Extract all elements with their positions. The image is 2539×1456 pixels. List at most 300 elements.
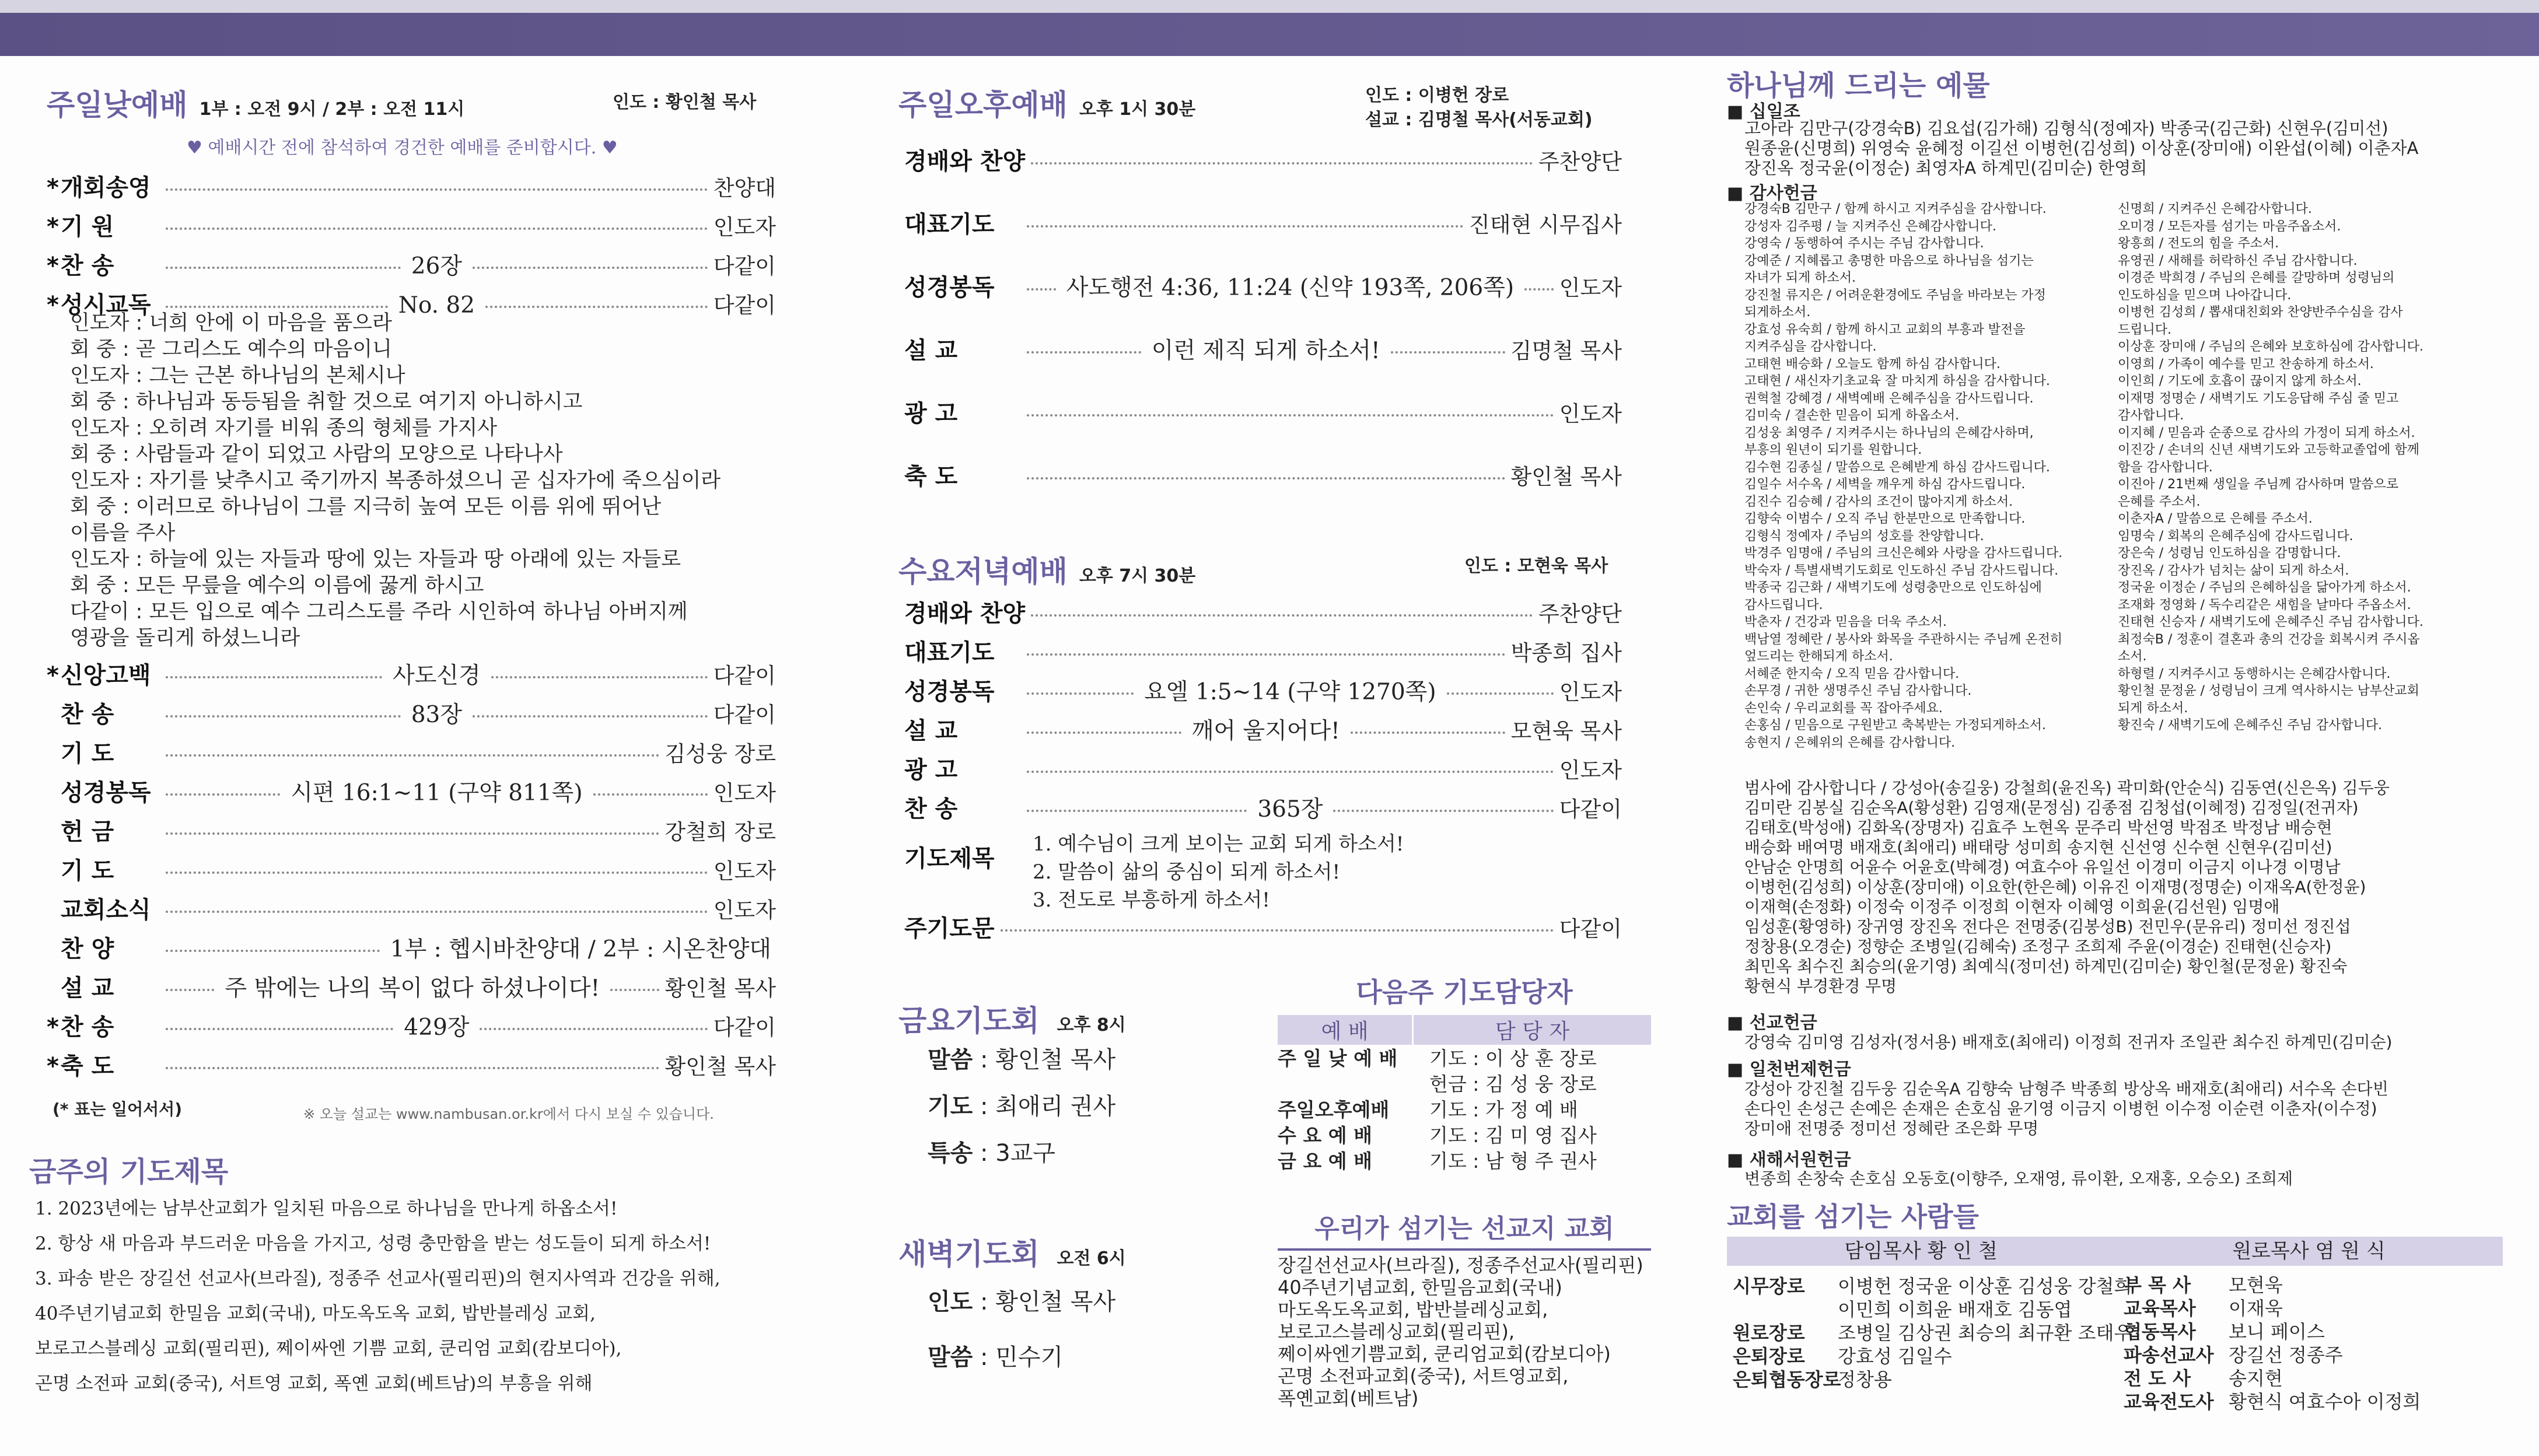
order-label: 찬 송 (61, 1014, 114, 1041)
wednesday-worship-section (893, 537, 1628, 957)
thanks-line: 서혜준 한지숙 / 오직 믿음 감사합니다. (1744, 666, 1960, 681)
order-row (904, 751, 1622, 785)
order-responsible: 다같이 (713, 293, 777, 318)
thousand-offering-line: 손다인 손성근 손예은 손재은 손호심 윤기영 이금지 이병헌 이수정 이순련 이춘자(이수정) (1744, 1099, 2377, 1118)
thanks-line: 송현지 / 은혜위의 은혜를 감사합니다. (1744, 735, 1956, 750)
thanks-line: 강성자 김주평 / 늘 지켜주신 은혜감사합니다. (1744, 219, 1996, 234)
staff-role: 원로장로 (1733, 1322, 1805, 1344)
schedule-value: 민수기 (995, 1344, 1064, 1371)
order-detail: No. 82 (398, 292, 475, 318)
order-responsible: 김명철 목사 (1510, 338, 1622, 363)
morning-time: 1부 : 오전 9시 / 2부 : 오전 11시 (199, 99, 465, 120)
staff-role: 시무장로 (1733, 1275, 1805, 1297)
separator: : (973, 1140, 996, 1167)
dot-leader (1027, 351, 1141, 354)
thanks-line: 이경준 박희경 / 주님의 은혜를 갈망하며 성령님의 (2118, 271, 2395, 285)
order-responsible: 주찬양단 (1538, 601, 1622, 626)
responsive-line: 이름을 주사 (70, 522, 176, 545)
dot-leader (1351, 732, 1505, 734)
thanks-line: 권혁철 강혜경 / 새벽예배 은혜주심을 감사드립니다. (1744, 391, 2034, 406)
order-responsible: 인도자 (713, 859, 776, 884)
thanks-line: 김수현 김종실 / 말씀으로 은혜받게 하심 감사드립니다. (1744, 460, 2050, 475)
order-row (904, 458, 1622, 491)
standing-mark: * (47, 214, 59, 240)
order-row (47, 891, 776, 925)
order-row (47, 813, 776, 846)
order-label: 성경봉독 (61, 779, 151, 806)
order-label: 성경봉독 (904, 678, 995, 705)
staff-list (2124, 1270, 2421, 1413)
thanks-line: 이상훈 장미애 / 주님의 은혜와 보호하심에 감사합니다. (2118, 340, 2423, 354)
emeritus-pastor: 원로목사 염 원 식 (2232, 1240, 2386, 1263)
dot-leader (166, 872, 708, 874)
order-row (47, 970, 776, 1003)
lords-prayer-right: 다같이 (1559, 916, 1622, 942)
order-responsible: 인도자 (713, 898, 776, 923)
separator: : (973, 1289, 996, 1315)
thanks-line: 장진옥 / 감사가 넘치는 삶이 되게 하소서. (2118, 563, 2349, 578)
schedule-key: 기도 (928, 1093, 973, 1120)
order-detail: 26장 (411, 253, 463, 279)
standing-mark: * (47, 662, 59, 689)
staff-names: 송지현 (2229, 1367, 2283, 1390)
thanks-line: 강진철 류지은 / 어려운환경에도 주님을 바라보는 가정 (1744, 288, 2046, 303)
next-week-head-1: 예 배 (1278, 1015, 1412, 1045)
thanks-line: 엎드리는 한해되게 하소서. (1744, 649, 1893, 664)
mission-church-line: 곤명 소전파교회(중국), 서트영교회, (1278, 1365, 1569, 1387)
thanks-line: 손무경 / 귀한 생명주신 주님 감사합니다. (1744, 684, 1972, 698)
order-responsible: 김성웅 장로 (665, 741, 776, 766)
thanks-line: 은혜를 주소서. (2118, 494, 2201, 509)
schedule-row (928, 1041, 1115, 1074)
thanks-line: 김향숙 이범수 / 오직 주님 한분만으로 만족합니다. (1744, 512, 2026, 526)
missions-rule (1278, 1248, 1651, 1251)
responsive-line: 인도자 : 하늘에 있는 자들과 땅에 있는 자들과 땅 아래에 있는 자들로 (70, 548, 681, 571)
schedule-value: 황인철 목사 (995, 1289, 1116, 1315)
staff-names: 이병헌 정국윤 이상훈 김성웅 강철희 (1838, 1275, 2132, 1297)
order-row (904, 206, 1622, 239)
staff-role: 은퇴협동장로 (1733, 1368, 1841, 1391)
order-row (904, 332, 1622, 365)
dot-leader (1524, 288, 1554, 290)
thanks-line: 감사드립니다. (1744, 597, 1823, 612)
morning-notice: ♥ 예배시간 전에 참석하여 경건한 예배를 준비합시다. ♥ (187, 138, 618, 158)
dot-leader (1027, 414, 1554, 416)
staff-row (2124, 1317, 2421, 1343)
order-row (904, 269, 1622, 302)
staff-names: 이재욱 (2229, 1297, 2283, 1320)
dot-leader (1027, 477, 1505, 480)
thanks-line: 정국윤 이정순 / 주님의 은혜하심을 닮아가게 하소서. (2118, 580, 2411, 595)
general-thanks-line: 정창용(오경순) 정향순 조병일(김혜숙) 조정구 조희제 주윤(이경순) 진태현(신승자) (1744, 937, 2332, 956)
tithe-line: 고아라 김만구(강경숙B) 김요섭(김가해) 김형식(정예자) 박종국(김근화) 신현우(김미선) (1744, 118, 2388, 138)
general-thanks-line: 최민옥 최수진 최승의(윤기영) 최예식(정미선) 하계민(김미순) 황인철(문정윤) 황진숙 (1744, 957, 2348, 976)
staff-names: 장길선 정종주 (2229, 1344, 2343, 1366)
order-responsible: 인도자 (1559, 680, 1622, 705)
dot-leader (593, 793, 708, 796)
mission-church-line: 40주년기념교회, 한밀음교회(국내) (1278, 1276, 1562, 1298)
dot-leader (1027, 810, 1247, 812)
lords-prayer-row (904, 910, 1622, 943)
order-detail: 83장 (411, 702, 463, 728)
elders-list (1733, 1272, 2132, 1391)
order-responsible: 박종희 집사 (1510, 640, 1622, 666)
worship-name: 주일오후예배 (1278, 1098, 1390, 1121)
order-row (904, 634, 1622, 667)
mission-church-line: 폭옌교회(베트남) (1278, 1387, 1419, 1409)
prayer-topic-item: 1. 2023년에는 남부산교회가 일치된 마음으로 하나님을 만나게 하옵소서! (35, 1198, 618, 1219)
dot-leader (166, 188, 708, 191)
wednesday-leader: 인도 : 모현욱 목사 (1464, 556, 1608, 576)
order-row (47, 774, 776, 807)
order-detail: 시편 16:1~11 (구약 811쪽) (291, 780, 583, 806)
responsive-line: 영광을 돌리게 하셨느니라 (70, 626, 300, 650)
staff-role: 은퇴장로 (1733, 1345, 1805, 1367)
order-row (47, 657, 776, 690)
order-responsible: 인도자 (1559, 401, 1622, 426)
general-thanks-line: 김태호(박성애) 김화옥(장명자) 김효주 노현옥 문주리 박선영 박점조 박정남 배승현 (1744, 818, 2332, 837)
general-thanks-line: 안남순 안명희 어윤수 어윤호(박혜경) 여효수아 유일선 이경미 이금지 이나경 이명남 (1744, 858, 2341, 877)
dot-leader (473, 267, 708, 269)
thanks-line: 이병헌 김성희 / 뽑새대친회와 찬양반주수심을 감사 (2118, 305, 2403, 320)
next-week-title: 다음주 기도담당자 (1356, 977, 1573, 1008)
thanks-line: 오미경 / 모든자를 섬기는 마음주옵소서. (2118, 219, 2341, 234)
wednesday-topic: 3. 전도로 부흥하게 하소서! (1033, 888, 1270, 912)
order-label: 설 교 (61, 975, 114, 1002)
order-label: 기 도 (61, 740, 114, 767)
order-row (47, 696, 776, 729)
staff-row (2124, 1270, 2421, 1294)
order-row (47, 1009, 776, 1042)
dot-leader (1027, 692, 1134, 695)
afternoon-title: 주일오후예배 (898, 88, 1068, 122)
thanks-line: 김성웅 최영주 / 지켜주시는 하나님의 은혜감사하며, (1744, 425, 2034, 440)
thanks-line: 하형렬 / 지켜주시고 동행하시는 은혜감사합니다. (2118, 666, 2391, 681)
staff-names: 이민희 이희윤 배재호 김동엽 (1838, 1298, 2072, 1321)
thanks-line: 김일수 서수옥 / 세벽을 깨우게 하심 감사드립니다. (1744, 477, 2026, 492)
responsive-line: 인도자 : 그는 근본 하나님의 본체시나 (70, 364, 405, 387)
general-thanks-line: 이재혁(손정화) 이정숙 이정주 이정희 이현자 이혜영 이희윤(김선원) 임명애 (1744, 897, 2280, 916)
order-responsible: 찬양대 (713, 176, 776, 201)
sermon-online-note: ※ 오늘 설교는 www.nambusan.or.kr에서 다시 보실 수 있습니다. (303, 1106, 714, 1122)
staff-role: 협동목사 (2124, 1321, 2196, 1343)
dot-leader (166, 715, 401, 718)
order-row (904, 673, 1622, 706)
dot-leader (166, 228, 708, 230)
mission-church-line: 보로고스블레싱교회(필리핀), (1278, 1321, 1515, 1343)
staff-names: 정창용 (1838, 1368, 1892, 1391)
general-thanks-line: 이병헌(김성희) 이상훈(장미애) 이요한(한은혜) 이유진 이재명(정명순) 이재옥A(한정윤) (1744, 877, 2366, 897)
prayer-topic-item: 곤명 소전파 교회(중국), 서트영 교회, 폭옌 교회(베트남)의 부흥을 위해 (35, 1373, 593, 1394)
staff-row (1733, 1342, 2132, 1365)
thanks-line: 이인희 / 기도에 호흡이 끊이지 않게 하소서. (2118, 374, 2362, 388)
thanks-line: 진태현 신승자 / 새벽기도에 은혜주신 주님 감사합니다. (2118, 615, 2423, 629)
afternoon-time: 오후 1시 30분 (1079, 99, 1196, 120)
order-label: 신앙고백 (61, 662, 151, 689)
dot-leader (1027, 225, 1463, 228)
standing-mark: * (47, 1053, 59, 1080)
order-label: 찬 송 (61, 701, 114, 728)
order-responsible: 다같이 (713, 254, 777, 279)
thanks-line: 이지혜 / 믿음과 순종으로 감사의 가정이 되게 하소서. (2118, 425, 2415, 440)
order-label: 설 교 (904, 718, 958, 744)
wednesday-topic: 2. 말씀이 삶의 중심이 되게 하소서! (1033, 860, 1341, 884)
responsive-line: 회 중 : 하나님과 동등됨을 취할 것으로 여기지 아니하시고 (70, 390, 583, 414)
thanks-line: 강영숙 / 동행하여 주시는 주님 감사합니다. (1744, 236, 1984, 251)
staff-role: 교육목사 (2124, 1297, 2196, 1320)
thanks-line: 강경숙B 김만구 / 함께 하시고 지켜주심을 감사합니다. (1744, 202, 2047, 216)
order-label: 경배와 찬양 (904, 148, 1026, 175)
order-row (47, 1048, 776, 1081)
separator: : (973, 1046, 996, 1073)
staff-role: 전 도 사 (2124, 1367, 2191, 1390)
order-row (904, 712, 1622, 746)
staff-row (2124, 1364, 2421, 1390)
responsive-line: 인도자 : 오히려 자기를 비워 종의 형체를 가지사 (70, 416, 498, 440)
staff-role (1733, 1295, 1838, 1318)
thanks-line: 감사합니다. (2118, 408, 2184, 423)
wednesday-title: 수요저녁예배 (898, 555, 1068, 589)
order-row (904, 595, 1622, 628)
order-label: 광 고 (904, 400, 958, 427)
wednesday-topics-label: 기도제목 (904, 845, 995, 872)
friday-title: 금요기도회 (898, 1004, 1040, 1038)
standing-mark: * (47, 253, 59, 279)
staff-role: 파송선교사 (2124, 1344, 2214, 1366)
dot-leader (1027, 288, 1056, 290)
dot-leader (166, 306, 388, 308)
schedule-key: 말씀 (928, 1046, 973, 1073)
morning-worship-section (35, 70, 788, 1132)
servants-title: 교회를 섬기는 사람들 (1727, 1201, 1979, 1233)
thanks-line: 되게 하소서. (2118, 701, 2188, 716)
mission-church-line: 마도옥도옥교회, 밥반블레싱교회, (1278, 1298, 1548, 1321)
thousand-offering-line: 장미애 전명중 정미선 정혜란 조은화 무명 (1744, 1119, 2039, 1138)
order-responsible: 다같이 (713, 702, 777, 727)
order-row (47, 169, 776, 202)
order-responsible: 황인철 목사 (1510, 464, 1622, 489)
staff-row (2124, 1340, 2421, 1364)
thanks-line: 이진아 / 21번째 생일을 주님께 감사하며 말씀으로 (2118, 477, 2399, 492)
assignee: 헌금 : 김 성 웅 장로 (1429, 1072, 1597, 1096)
order-responsible: 황인철 목사 (665, 976, 777, 1001)
order-label: 찬 양 (61, 936, 114, 963)
staff-names: 조병일 김상권 최승의 최규환 조태우 (1838, 1322, 2132, 1344)
thanks-line: 황인철 문정윤 / 성령님이 크게 역사하시는 남부산교회 (2118, 684, 2419, 698)
order-responsible: 다같이 (1559, 797, 1622, 822)
afternoon-worship-section (893, 70, 1628, 513)
order-row (47, 735, 776, 768)
schedule-row (928, 1339, 1063, 1372)
schedule-key: 인도 (928, 1289, 973, 1315)
order-detail: 사도행전 4:36, 11:24 (신약 193쪽, 206쪽) (1066, 275, 1515, 301)
tithe-line: 원종윤(신명희) 위영숙 윤혜정 이길선 이병헌(김성희) 이상훈(장미애) 이완섭(이혜) 이춘자A (1744, 138, 2419, 158)
order-label: 성경봉독 (904, 274, 995, 301)
schedule-value: 최애리 권사 (995, 1093, 1116, 1120)
general-thanks-line: 임성훈(황영하) 장귀영 장진옥 전다은 전명중(김봉성B) 전민우(문유리) 정미선 정진섭 (1744, 917, 2351, 936)
thanks-line: 장은숙 / 성령님 인도하심을 감명합니다. (2118, 546, 2341, 561)
dot-leader (1027, 771, 1554, 773)
dot-leader (166, 989, 214, 991)
wednesday-time: 오후 7시 30분 (1079, 566, 1196, 586)
thanks-line: 되게하소서. (1744, 305, 1811, 320)
order-detail: 깨어 울지어다! (1191, 718, 1340, 744)
worship-name: 수 요 예 배 (1278, 1124, 1372, 1147)
top-light-band (0, 0, 2539, 13)
newyear-offering-line: 변종희 손창숙 손호심 오동호(이향주, 오재영, 류이환, 오재홍, 오승오) 조희제 (1744, 1169, 2293, 1188)
servants-section (1727, 1196, 2520, 1429)
dot-leader (1027, 653, 1505, 656)
friday-prayer-section (893, 986, 1254, 1208)
mission-offering-title: ■ 선교헌금 (1727, 1013, 1817, 1033)
schedule-key: 말씀 (928, 1344, 973, 1371)
assignee: 기도 : 이 상 훈 장로 (1429, 1046, 1597, 1070)
dot-leader (1447, 692, 1554, 695)
next-week-row (1278, 1147, 1651, 1172)
dot-leader (166, 950, 380, 952)
tithe-line: 장진옥 정국윤(이정순) 최영자A 하계민(김미순) 한영희 (1744, 158, 2148, 178)
thanks-line: 유영권 / 새해를 허락하신 주님 감사합니다. (2118, 253, 2358, 268)
responsive-line: 인도자 : 자기를 낮추시고 죽기까지 복종하셨으니 곧 십자가에 죽으심이라 (70, 469, 721, 492)
thanks-line: 이진강 / 손녀의 신년 새벽기도와 고등학교졸업에 함께 (2118, 443, 2419, 457)
thanks-line: 강예준 / 지혜롭고 총명한 마음으로 하나님을 섬기는 (1744, 253, 2034, 268)
order-detail: 429장 (404, 1014, 470, 1041)
thanks-line: 왕흥희 / 전도의 힘을 주소서. (2118, 236, 2279, 251)
thanks-line: 신명희 / 지켜주신 은혜감사합니다. (2118, 202, 2312, 216)
dot-leader (166, 1067, 659, 1069)
next-week-head-2: 담 당 자 (1412, 1015, 1651, 1045)
order-label: 성시교독 (61, 292, 151, 318)
order-responsible: 진태현 시무집사 (1469, 212, 1622, 237)
thanks-line: 조재화 정영화 / 독수리같은 새힘을 날마다 주옵소서. (2118, 597, 2411, 612)
responsive-line: 회 중 : 모든 무릎을 예수의 이름에 꿇게 하시고 (70, 574, 484, 597)
thanks-line: 자녀가 되게 하소서. (1744, 271, 1856, 285)
order-responsible: 주찬양단 (1538, 149, 1622, 174)
staff-names: 보니 페이스 (2229, 1321, 2325, 1343)
thanks-line: 지켜주심을 감사합니다. (1744, 340, 1877, 354)
missions-title: 우리가 섬기는 선교지 교회 (1314, 1214, 1614, 1244)
wednesday-topic: 1. 예수님이 크게 보이는 교회 되게 하소서! (1033, 832, 1404, 856)
schedule-row (928, 1088, 1115, 1121)
thanks-line: 박경주 임명애 / 주님의 크신은혜와 사랑을 감사드립니다. (1744, 546, 2063, 561)
thanks-line: 김미숙 / 결손한 믿음이 되게 하옵소서. (1744, 408, 1960, 423)
newyear-offering-title: ■ 새해서원헌금 (1727, 1150, 1851, 1170)
order-detail: 사도신경 (393, 663, 481, 689)
dot-leader (473, 715, 708, 718)
thanks-line: 고태현 배승화 / 오늘도 함께 하심 감사합니다. (1744, 356, 2001, 372)
general-thanks-line: 황현식 부경환경 무명 (1744, 977, 1897, 996)
offerings-title: 하나님께 드리는 예물 (1727, 69, 1990, 102)
dot-leader (491, 676, 708, 678)
separator: : (973, 1093, 996, 1120)
dot-leader (166, 911, 708, 913)
order-detail: 이런 제직 되게 하소서! (1151, 338, 1380, 364)
worship-name: 금 요 예 배 (1278, 1149, 1372, 1172)
thanks-line: 강효성 유숙희 / 함께 하시고 교회의 부흥과 발전을 (1744, 322, 2026, 337)
order-label: 헌 금 (61, 818, 114, 845)
assignee: 기도 : 남 형 주 권사 (1429, 1149, 1597, 1172)
thanks-line: 드립니다. (2118, 322, 2172, 337)
order-detail: 요엘 1:5~14 (구약 1270쪽) (1144, 679, 1436, 705)
dawn-prayer-section (893, 1219, 1254, 1418)
thanks-line: 최정숙B / 정훈이 결혼과 총의 건강을 회복시켜 주시옵 (2118, 632, 2420, 647)
standing-mark: * (47, 174, 59, 201)
order-row (904, 790, 1622, 824)
order-detail: 주 밖에는 나의 복이 없다 하셨나이다! (225, 975, 600, 1002)
staff-row (1733, 1295, 2132, 1321)
worship-name: 주 일 낮 예 배 (1278, 1046, 1398, 1070)
thanks-line: 김진수 김승혜 / 감사의 조건이 많아지게 하소서. (1744, 494, 2013, 509)
thousand-offering-line: 강성아 강진철 김두웅 김순옥A 김향숙 남형주 박종희 방상옥 배재호(최애리) 서수옥 손다빈 (1744, 1079, 2388, 1098)
prayer-topic-item: 2. 항상 새 마음과 부드러운 마음을 가지고, 성령 충만함을 받는 성도들이 되게 하소서! (35, 1233, 711, 1254)
schedule-value: 3교구 (995, 1140, 1055, 1167)
dot-leader (166, 676, 382, 678)
order-label: 대표기도 (904, 639, 995, 666)
thanks-line: 고태현 / 새신자기초교육 잘 마치게 하심을 감사합니다. (1744, 374, 2050, 388)
order-label: 축 도 (61, 1053, 114, 1080)
dot-leader (485, 306, 708, 308)
thanks-title: ■ 감사헌금 (1727, 183, 1817, 204)
dot-leader (480, 1028, 707, 1030)
mission-church-line: 쩨이싸엔기쁨교회, 쿤리엄교회(캄보디아) (1278, 1343, 1611, 1365)
thanks-line: 이춘자A / 말씀으로 은혜를 주소서. (2118, 512, 2313, 526)
thanks-line: 박종국 김근화 / 새벽기도에 성령충만으로 인도하심에 (1744, 580, 2042, 595)
prayer-topics-section (29, 1149, 788, 1418)
thanks-line: 손홍심 / 믿음으로 구원받고 축복받는 가정되게하소서. (1744, 718, 2046, 733)
thousand-offering-title: ■ 일천번제헌금 (1727, 1059, 1851, 1080)
order-detail: 365장 (1257, 796, 1323, 822)
schedule-row (928, 1135, 1055, 1168)
order-responsible: 모현욱 목사 (1510, 719, 1622, 744)
staff-names: 강효성 김일수 (1838, 1345, 1952, 1367)
thanks-line: 백남열 정혜란 / 봉사와 화목을 주관하시는 주님께 온전히 (1744, 632, 2063, 647)
order-row (904, 395, 1622, 428)
general-thanks-line: 범사에 감사합니다 / 강성아(송길웅) 강철희(윤진옥) 곽미화(안순식) 김동연(신은옥) 김두웅 (1744, 778, 2390, 797)
thanks-line: 부흥의 원년이 되기를 원합니다. (1744, 443, 1922, 457)
mission-church-line: 장길선선교사(브라질), 정종주선교사(필리핀) (1278, 1254, 1643, 1276)
next-week-rows (1278, 1044, 1651, 1172)
order-responsible: 인도자 (1559, 758, 1622, 783)
dot-leader (166, 832, 659, 835)
responsive-line: 회 중 : 곧 그리스도 예수의 마음이니 (70, 338, 392, 361)
dot-leader (166, 267, 401, 269)
missions-section (1272, 1208, 1657, 1429)
dot-leader (166, 754, 659, 757)
thanks-line: 함을 감사합니다. (2118, 460, 2213, 475)
order-responsible: 인도자 (713, 780, 776, 806)
order-label: 기 원 (61, 214, 114, 240)
order-label: 찬 송 (904, 796, 958, 822)
schedule-key: 특송 (928, 1140, 973, 1167)
thanks-line: 인도하심을 믿으며 나아갑니다. (2118, 288, 2292, 303)
thanks-line: 이재명 정명순 / 새벽기도 기도응답해 주심 줄 믿고 (2118, 391, 2399, 406)
general-thanks-line: 김미란 김봉실 김순옥A(황성환) 김영재(문정심) 김종점 김청섭(이혜정) 김정일(전귀자) (1744, 798, 2359, 817)
order-responsible: 황인철 목사 (665, 1054, 776, 1079)
separator: : (973, 1344, 996, 1371)
dot-leader (1333, 810, 1553, 812)
staff-names: 모현욱 (2229, 1274, 2283, 1296)
morning-leader: 인도 : 황인철 목사 (613, 92, 757, 113)
offerings-section (1727, 63, 2520, 1189)
order-label: 광 고 (904, 757, 958, 783)
order-row (47, 208, 776, 242)
schedule-value: 황인철 목사 (995, 1046, 1116, 1073)
order-label: 설 교 (904, 337, 958, 364)
responsive-line: 회 중 : 사람들과 같이 되었고 사람의 모양으로 나타나사 (70, 443, 563, 466)
dot-leader (1001, 929, 1554, 932)
prayer-topic-item: 40주년기념교회 한밀음 교회(국내), 마도옥도옥 교회, 밥반블레싱 교회, (35, 1303, 596, 1324)
dot-leader (1391, 351, 1505, 354)
